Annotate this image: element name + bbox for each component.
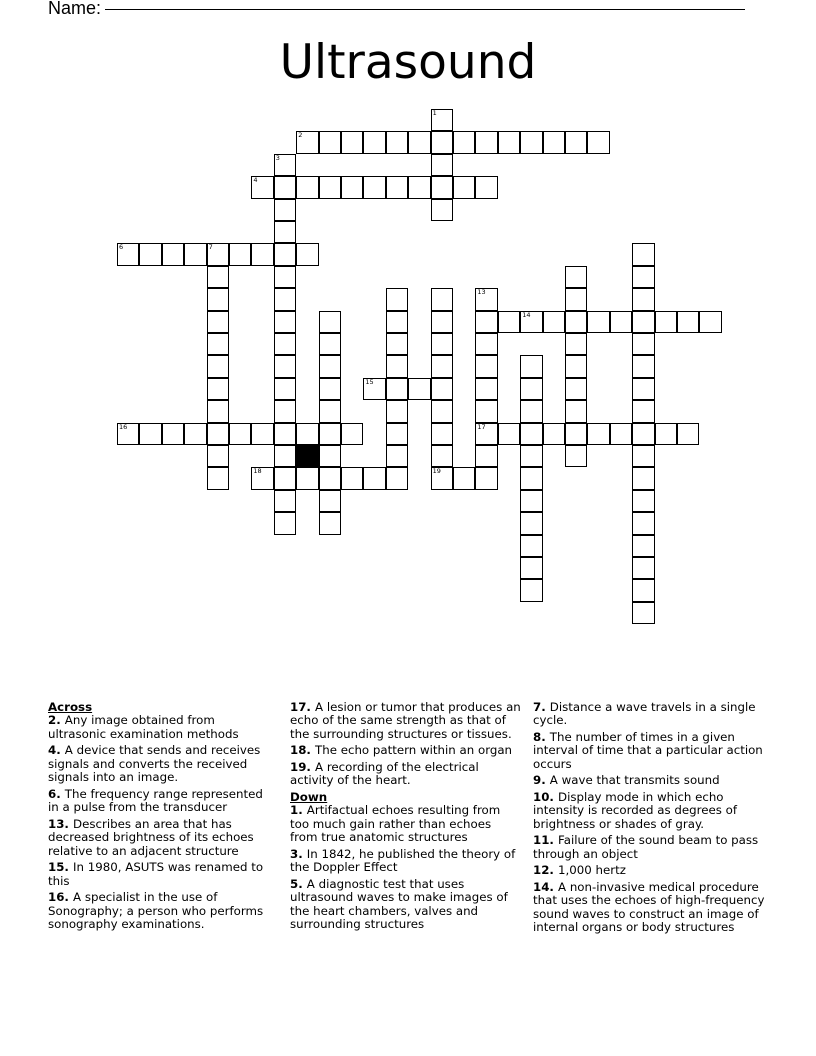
grid-cell[interactable] xyxy=(431,400,453,422)
grid-cell[interactable] xyxy=(475,467,497,489)
grid-cell[interactable] xyxy=(431,378,453,400)
grid-cell[interactable] xyxy=(386,176,408,198)
grid-cell[interactable] xyxy=(632,512,654,534)
clue-item xyxy=(290,878,522,932)
grid-cell[interactable] xyxy=(431,131,453,153)
grid-cell[interactable] xyxy=(587,131,609,153)
grid-cell[interactable] xyxy=(431,154,453,176)
grid-cell[interactable] xyxy=(296,176,318,198)
grid-cell[interactable] xyxy=(207,288,229,310)
page-title: Ultrasound xyxy=(279,35,537,90)
grid-cell[interactable] xyxy=(475,445,497,467)
clue-item xyxy=(290,804,522,844)
clue-item xyxy=(48,744,273,784)
clue-item-number: 10. xyxy=(533,790,559,804)
grid-cell[interactable] xyxy=(431,199,453,221)
grid-cell[interactable] xyxy=(363,131,385,153)
grid-cell[interactable] xyxy=(207,400,229,422)
clue-item-text: A diagnostic test that uses ultrasound waves to make images of the heart chambers, valves and surrounding structures xyxy=(290,876,508,932)
grid-cell[interactable] xyxy=(251,467,273,489)
grid-cell[interactable] xyxy=(319,512,341,534)
clue-number: 18 xyxy=(253,467,262,476)
grid-cell[interactable] xyxy=(632,467,654,489)
grid-cell[interactable] xyxy=(274,445,296,467)
grid-cell[interactable] xyxy=(386,311,408,333)
grid-cell[interactable] xyxy=(677,311,699,333)
grid-cell[interactable] xyxy=(341,131,363,153)
clue-item-text: Failure of the sound beam to pass through an object xyxy=(533,833,759,861)
grid-cell[interactable] xyxy=(475,311,497,333)
clue-item xyxy=(48,818,273,858)
clue-item-text: The frequency range represented in a pulse from the transducer xyxy=(48,786,263,815)
grid-cell[interactable] xyxy=(274,423,296,445)
grid-cell[interactable] xyxy=(274,221,296,243)
grid-cell[interactable] xyxy=(207,467,229,489)
grid-cell[interactable] xyxy=(341,176,363,198)
grid-cell[interactable] xyxy=(139,423,161,445)
clue-item xyxy=(533,731,768,771)
grid-cell[interactable] xyxy=(475,378,497,400)
grid-cell[interactable] xyxy=(408,176,430,198)
grid-cell[interactable] xyxy=(475,400,497,422)
clue-number: 4 xyxy=(253,176,258,185)
grid-cell[interactable] xyxy=(139,243,161,265)
grid-cell[interactable] xyxy=(565,400,587,422)
grid-cell[interactable] xyxy=(319,467,341,489)
grid-cell[interactable] xyxy=(207,243,229,265)
down-header: Down xyxy=(290,790,328,804)
grid-cell[interactable] xyxy=(207,423,229,445)
grid-cell[interactable] xyxy=(274,288,296,310)
grid-cell[interactable] xyxy=(587,423,609,445)
grid-cell[interactable] xyxy=(632,423,654,445)
clue-item-text: Artifactual echoes resulting from too much gain rather than echoes from true anatomic structures xyxy=(290,803,501,845)
grid-cell[interactable] xyxy=(520,400,542,422)
grid-cell[interactable] xyxy=(319,333,341,355)
grid-cell[interactable] xyxy=(520,557,542,579)
grid-cell[interactable] xyxy=(274,311,296,333)
grid-cell[interactable] xyxy=(565,423,587,445)
clue-item xyxy=(533,791,768,831)
clues-column-2 xyxy=(290,701,522,935)
grid-cell[interactable] xyxy=(475,288,497,310)
grid-cell[interactable] xyxy=(207,355,229,377)
grid-cell[interactable] xyxy=(274,467,296,489)
grid-cell[interactable] xyxy=(632,288,654,310)
clue-item-text: The echo pattern within an organ xyxy=(315,743,513,758)
clue-item-number: 6. xyxy=(48,786,65,801)
grid-cell[interactable] xyxy=(341,467,363,489)
grid-cell[interactable] xyxy=(207,311,229,333)
grid-cell[interactable] xyxy=(319,378,341,400)
grid-cell[interactable] xyxy=(520,490,542,512)
clue-item-number: 3. xyxy=(290,846,307,861)
grid-cell[interactable] xyxy=(386,378,408,400)
clue-number: 13 xyxy=(477,288,486,297)
clue-number: 3 xyxy=(275,153,280,162)
grid-cell[interactable] xyxy=(587,311,609,333)
grid-cell[interactable] xyxy=(274,176,296,198)
grid-cell[interactable] xyxy=(207,445,229,467)
grid-cell[interactable] xyxy=(632,557,654,579)
clue-item-text: A recording of the electrical activity of the heart. xyxy=(290,760,479,788)
clue-item-text: In 1842, he published the theory of the Doppler Effect xyxy=(290,846,516,875)
grid-cell[interactable] xyxy=(632,378,654,400)
grid-cell[interactable] xyxy=(319,131,341,153)
grid-cell[interactable] xyxy=(520,131,542,153)
clue-item-text: Any image obtained from ultrasonic examination methods xyxy=(48,713,239,741)
clue-item xyxy=(48,891,273,931)
clue-item xyxy=(290,761,522,788)
grid-cell[interactable] xyxy=(655,311,677,333)
grid-cell[interactable] xyxy=(632,243,654,265)
grid-cell[interactable] xyxy=(520,378,542,400)
grid-cell[interactable] xyxy=(229,243,251,265)
clues-column-3 xyxy=(533,701,768,938)
grid-cell[interactable] xyxy=(207,266,229,288)
clue-item-number: 11. xyxy=(533,833,559,848)
grid-cell[interactable] xyxy=(296,423,318,445)
clue-item-text: A device that sends and receives signals and converts the received signals into an image. xyxy=(48,743,261,785)
clue-item-text: Display mode in which echo intensity is recorded as degrees of brightness or shades of gray. xyxy=(533,790,737,831)
clue-item-number: 15. xyxy=(48,860,74,875)
clue-item-number: 8. xyxy=(533,730,550,744)
grid-cell[interactable] xyxy=(543,311,565,333)
grid-cell[interactable] xyxy=(475,131,497,153)
grid-cell[interactable] xyxy=(319,400,341,422)
clue-number: 19 xyxy=(432,467,441,476)
clue-number: 15 xyxy=(365,377,374,386)
grid-cell[interactable] xyxy=(386,131,408,153)
grid-cell[interactable] xyxy=(386,400,408,422)
grid-cell[interactable] xyxy=(319,490,341,512)
grid-cell[interactable] xyxy=(632,266,654,288)
grid-cell[interactable] xyxy=(274,333,296,355)
clue-item-text: Distance a wave travels in a single cycle. xyxy=(533,700,756,728)
grid-cell[interactable] xyxy=(431,176,453,198)
grid-cell[interactable] xyxy=(319,311,341,333)
clue-item xyxy=(48,714,273,741)
grid-cell[interactable] xyxy=(319,355,341,377)
grid-cell[interactable] xyxy=(610,311,632,333)
grid-cell[interactable] xyxy=(386,288,408,310)
grid-cell[interactable] xyxy=(565,355,587,377)
grid-cell[interactable] xyxy=(565,288,587,310)
clue-item xyxy=(290,848,522,875)
clue-item-number: 13. xyxy=(48,816,74,831)
grid-cell[interactable] xyxy=(475,355,497,377)
grid-cell[interactable] xyxy=(498,311,520,333)
grid-cell[interactable] xyxy=(565,333,587,355)
grid-cell[interactable] xyxy=(117,243,139,265)
clue-number: 7 xyxy=(208,243,213,252)
grid-cell[interactable] xyxy=(408,131,430,153)
grid-cell[interactable] xyxy=(453,131,475,153)
clue-number: 2 xyxy=(298,131,303,140)
clue-item-number: 14. xyxy=(533,880,559,894)
name-label: Name: xyxy=(48,0,102,18)
grid-cell[interactable] xyxy=(319,445,341,467)
clue-number: 1 xyxy=(432,109,437,117)
grid-cell[interactable] xyxy=(610,423,632,445)
grid-cell[interactable] xyxy=(207,333,229,355)
grid-cell[interactable] xyxy=(184,423,206,445)
grid-cell[interactable] xyxy=(565,266,587,288)
grid-cell[interactable] xyxy=(117,423,139,445)
clue-item-text: Describes an area that has decreased brightness of its echoes relative to an adjacent structure xyxy=(48,816,254,858)
grid-cell[interactable] xyxy=(386,355,408,377)
grid-cell[interactable] xyxy=(543,423,565,445)
grid-cell[interactable] xyxy=(498,131,520,153)
clue-item-number: 19. xyxy=(290,760,316,774)
grid-cell[interactable] xyxy=(632,333,654,355)
grid-cell[interactable] xyxy=(520,311,542,333)
grid-cell[interactable] xyxy=(453,467,475,489)
grid-cell[interactable] xyxy=(431,311,453,333)
grid-cell[interactable] xyxy=(274,512,296,534)
grid-cell[interactable] xyxy=(520,579,542,601)
clue-item-number: 2. xyxy=(48,713,65,728)
grid-cell[interactable] xyxy=(520,423,542,445)
grid-cell[interactable] xyxy=(475,333,497,355)
grid-cell[interactable] xyxy=(431,355,453,377)
grid-cell[interactable] xyxy=(162,423,184,445)
grid-cell[interactable] xyxy=(498,423,520,445)
grid-cell[interactable] xyxy=(543,131,565,153)
clue-item-number: 16. xyxy=(48,890,74,905)
grid-cell[interactable] xyxy=(632,535,654,557)
grid-cell[interactable] xyxy=(431,109,453,131)
clue-item-number: 7. xyxy=(533,700,550,714)
clue-item-number: 5. xyxy=(290,876,307,891)
clue-item-text: 1,000 hertz xyxy=(558,863,626,878)
grid-cell[interactable] xyxy=(274,243,296,265)
grid-cell[interactable] xyxy=(386,333,408,355)
clue-item xyxy=(290,744,522,757)
grid-cell[interactable] xyxy=(565,445,587,467)
clue-item-number: 18. xyxy=(290,743,316,758)
clues-column-1 xyxy=(48,701,273,935)
grid-cell[interactable] xyxy=(207,378,229,400)
grid-cell[interactable] xyxy=(565,311,587,333)
grid-cell[interactable] xyxy=(632,400,654,422)
grid-cell[interactable] xyxy=(632,579,654,601)
grid-cell[interactable] xyxy=(274,199,296,221)
grid-cell[interactable] xyxy=(363,467,385,489)
grid-cell[interactable] xyxy=(632,445,654,467)
clue-item xyxy=(533,834,768,861)
grid-cell[interactable] xyxy=(274,266,296,288)
clue-item-number: 12. xyxy=(533,863,559,878)
grid-cell[interactable] xyxy=(386,467,408,489)
grid-cell[interactable] xyxy=(251,243,273,265)
clue-number: 14 xyxy=(522,310,531,319)
grid-cell[interactable] xyxy=(274,355,296,377)
grid-cell[interactable] xyxy=(363,378,385,400)
clue-item xyxy=(533,774,768,787)
clue-item-number: 4. xyxy=(48,743,65,758)
grid-cell[interactable] xyxy=(319,176,341,198)
grid-cell[interactable] xyxy=(475,423,497,445)
across-header: Across xyxy=(48,700,93,714)
grid-cell[interactable] xyxy=(274,490,296,512)
grid-cell[interactable] xyxy=(632,311,654,333)
clue-item-text: The number of times in a given interval of time that a particular action occurs xyxy=(533,730,763,771)
grid-cell[interactable] xyxy=(677,423,699,445)
grid-cell[interactable] xyxy=(632,602,654,624)
clue-item-number: 9. xyxy=(533,773,550,788)
clue-item xyxy=(533,864,768,877)
clue-number: 6 xyxy=(119,243,124,252)
grid-cell[interactable] xyxy=(274,400,296,422)
grid-cell[interactable] xyxy=(520,512,542,534)
grid-cell[interactable] xyxy=(655,423,677,445)
grid-cell[interactable] xyxy=(520,535,542,557)
grid-cell[interactable] xyxy=(453,176,475,198)
grid-cell[interactable] xyxy=(274,154,296,176)
clue-item-text: A specialist in the use of Sonography; a person who performs sonography examinations. xyxy=(48,890,264,932)
clue-item-number: 1. xyxy=(290,803,307,818)
grid-cell[interactable] xyxy=(363,176,385,198)
grid-cell[interactable] xyxy=(699,311,721,333)
grid-cell[interactable] xyxy=(296,243,318,265)
grid-cell[interactable] xyxy=(386,445,408,467)
grid-cell[interactable] xyxy=(632,355,654,377)
grid-cell[interactable] xyxy=(251,176,273,198)
grid-cell[interactable] xyxy=(431,467,453,489)
grid-cell[interactable] xyxy=(431,423,453,445)
grid-cell[interactable] xyxy=(319,423,341,445)
grid-cell[interactable] xyxy=(431,445,453,467)
grid-cell[interactable] xyxy=(229,423,251,445)
grid-cell[interactable] xyxy=(431,333,453,355)
grid-cell[interactable] xyxy=(632,490,654,512)
grid-cell[interactable] xyxy=(251,423,273,445)
clue-item xyxy=(48,788,273,815)
grid-cell[interactable] xyxy=(296,131,318,153)
clue-item xyxy=(533,881,768,935)
grid-cell[interactable] xyxy=(408,378,430,400)
grid-cell[interactable] xyxy=(274,378,296,400)
clue-item-text: In 1980, ASUTS was renamed to this xyxy=(48,860,264,888)
black-square xyxy=(296,445,318,467)
clue-item-text: A non-invasive medical procedure that uses the echoes of high-frequency sound waves to construct an image of internal organs or body structures xyxy=(533,880,765,935)
grid-cell[interactable] xyxy=(386,423,408,445)
grid-cell[interactable] xyxy=(565,131,587,153)
clue-item xyxy=(290,701,522,741)
clue-item xyxy=(533,701,768,728)
clue-item-text: A lesion or tumor that produces an echo of the same strength as that of the surrounding structures or tissues. xyxy=(290,700,521,741)
grid-cell[interactable] xyxy=(520,445,542,467)
grid-cell[interactable] xyxy=(565,378,587,400)
clue-item xyxy=(48,861,273,888)
grid-cell[interactable] xyxy=(520,467,542,489)
grid-cell[interactable] xyxy=(184,243,206,265)
clue-number: 17 xyxy=(477,422,486,431)
clue-number: 16 xyxy=(119,422,128,431)
grid-cell[interactable] xyxy=(162,243,184,265)
grid-cell[interactable] xyxy=(520,355,542,377)
grid-cell[interactable] xyxy=(296,467,318,489)
clue-item-text: A wave that transmits sound xyxy=(549,773,720,788)
grid-cell[interactable] xyxy=(431,288,453,310)
grid-cell[interactable] xyxy=(341,423,363,445)
grid-cell[interactable] xyxy=(475,176,497,198)
clue-item-number: 17. xyxy=(290,700,316,714)
